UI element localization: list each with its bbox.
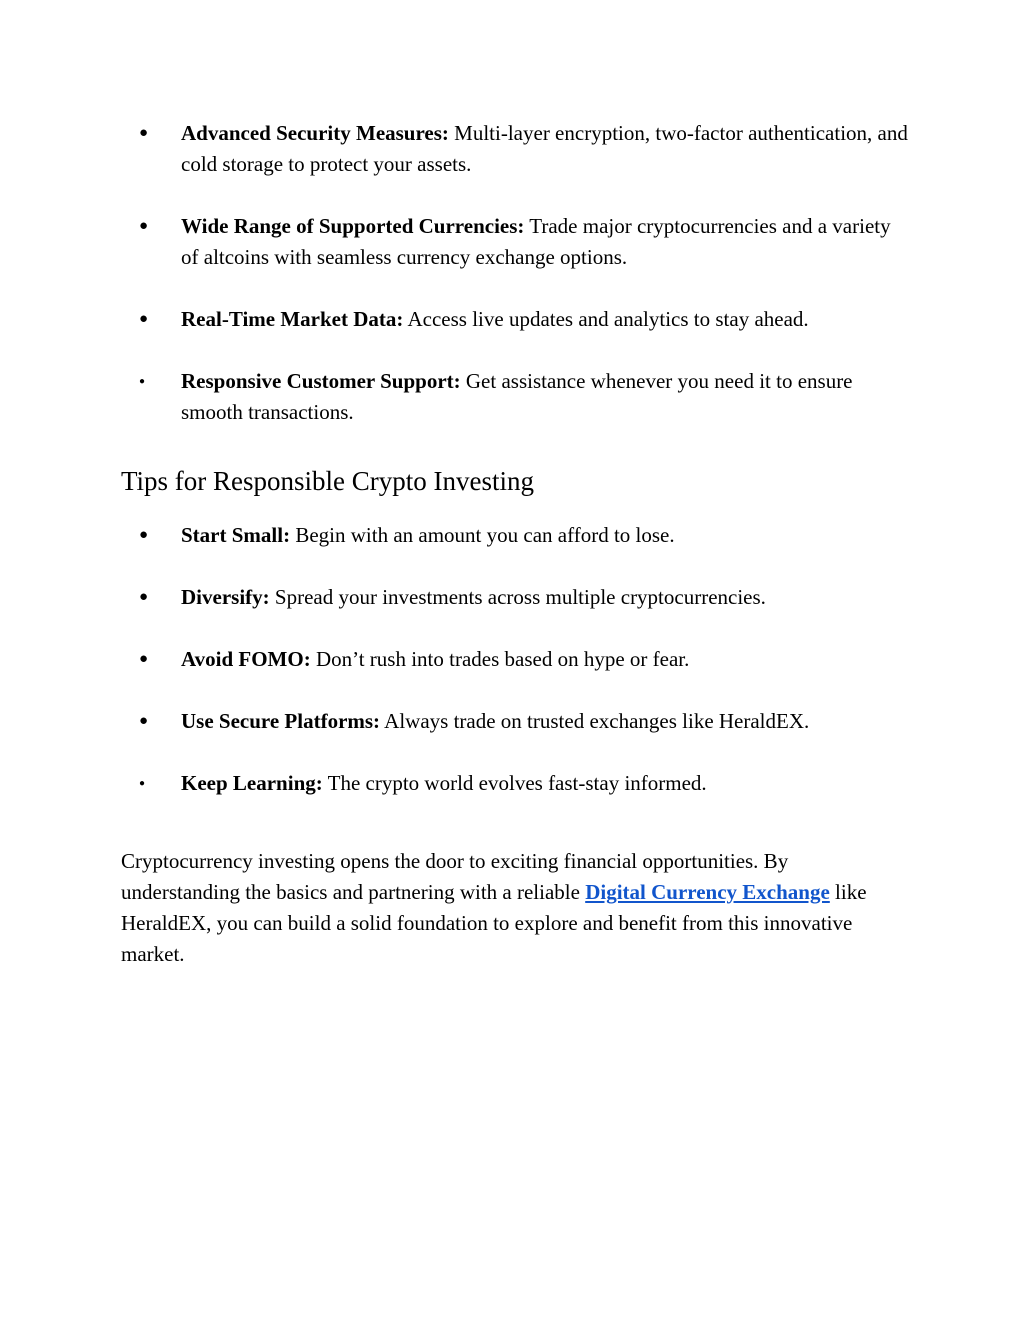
list-item-title: Keep Learning: [181, 771, 323, 795]
closing-paragraph [121, 846, 911, 970]
bullet-icon: ● [139, 125, 149, 141]
list-item-title: Advanced Security Measures: [181, 121, 449, 145]
closing-text-start: Cryptocurrency investing opens the door to exciting financial opportunities. By understanding the basics and partnering with a reliable [121, 849, 789, 904]
list-item [121, 706, 911, 737]
list-item [121, 582, 911, 613]
list-item-title: Real-Time Market Data: [181, 307, 404, 331]
bullet-icon: ● [139, 713, 149, 729]
list-item-text: Spread your investments across multiple cryptocurrencies. [274, 585, 766, 609]
list-item-text: Get assistance whenever you need it to ensure smooth transactions. [181, 369, 853, 424]
features-list [121, 118, 911, 428]
list-item [121, 211, 911, 273]
list-item [121, 520, 911, 551]
list-item-text: Always trade on trusted exchanges like HeraldEX. [384, 709, 810, 733]
list-item-text: Don’t rush into trades based on hype or fear. [315, 647, 690, 671]
list-item [121, 768, 911, 799]
list-item-text: Multi-layer encryption, two-factor authentication, and cold storage to protect your assets. [181, 121, 908, 176]
list-item [121, 118, 911, 180]
bullet-icon: ● [139, 589, 149, 605]
tips-list [121, 520, 911, 799]
section-heading: Tips for Responsible Crypto Investing [121, 466, 535, 496]
list-item [121, 304, 911, 335]
bullet-icon: ● [139, 527, 149, 543]
list-item-title: Wide Range of Supported Currencies: [181, 214, 525, 238]
list-item [121, 366, 911, 428]
list-item [121, 644, 911, 675]
list-item-title: Avoid FOMO: [181, 647, 311, 671]
document-content [121, 118, 911, 970]
list-item-title: Start Small: [181, 523, 291, 547]
digital-currency-exchange-link[interactable]: Digital Currency Exchange [585, 880, 830, 904]
list-item-title: Use Secure Platforms: [181, 709, 381, 733]
bullet-icon: ● [139, 311, 149, 327]
list-item-text: Begin with an amount you can afford to lose. [295, 523, 675, 547]
list-item-text: Access live updates and analytics to stay ahead. [407, 307, 809, 331]
closing-text-end: like HeraldEX, you can build a solid foundation to explore and benefit from this innovative market. [121, 880, 867, 966]
bullet-icon: ● [139, 376, 146, 387]
bullet-icon: ● [139, 218, 149, 234]
bullet-icon: ● [139, 651, 149, 667]
list-item-text: Trade major cryptocurrencies and a variety of altcoins with seamless currency exchange options. [181, 214, 891, 269]
list-item-title: Diversify: [181, 585, 270, 609]
list-item-text: The crypto world evolves fast-stay informed. [327, 771, 707, 795]
bullet-icon: ● [139, 778, 146, 789]
list-item-title: Responsive Customer Support: [181, 369, 461, 393]
